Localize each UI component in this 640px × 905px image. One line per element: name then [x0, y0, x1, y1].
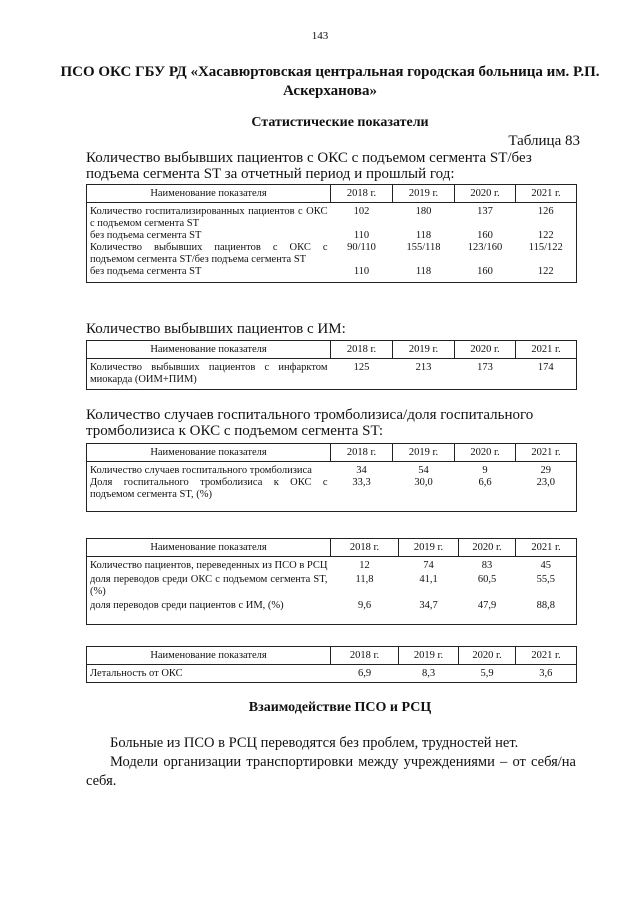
cell-2021: 126 — [516, 203, 577, 231]
document-title: ПСО ОКС ГБУ РД «Хасавюртовская центральная городская больница им. Р.П. Аскерханова» — [60, 64, 600, 99]
cell-2021: 45 — [516, 557, 577, 573]
header-2020: 2020 г. — [455, 341, 516, 359]
cell-2019: 118 — [415, 230, 432, 241]
cell-2020: 60,5 — [477, 574, 497, 585]
header-2019: 2019 г. — [399, 539, 459, 557]
caption-line: тромболизиса к ОКС с подъемом сегмента ST: — [86, 423, 384, 439]
header-2018: 2018 г. — [331, 341, 393, 359]
row-label: Количество госпитализированных пациентов с ОКС с подъемом сегмента ST — [87, 203, 331, 231]
cell-2021: 23,0 — [516, 477, 577, 512]
table-row — [87, 203, 577, 231]
table4 — [86, 538, 577, 625]
cell-2020: 160 — [455, 266, 516, 283]
cell-2020: 123/160 — [467, 242, 503, 253]
header-2018: 2018 г. — [331, 539, 399, 557]
caption-line: Количество выбывших пациентов с ИМ: — [86, 321, 346, 337]
table-row — [87, 477, 577, 512]
table3 — [86, 443, 577, 512]
table2 — [86, 340, 577, 390]
cell-2020: 6,6 — [455, 477, 516, 512]
cell-2018: 110 — [331, 266, 393, 283]
header-name: Наименование показателя — [87, 539, 331, 557]
header-name: Наименование показателя — [87, 647, 331, 665]
header-2018: 2018 г. — [331, 444, 393, 462]
table-row — [87, 266, 577, 283]
cell-2021: 174 — [516, 359, 577, 390]
cell-2021: 3,6 — [516, 665, 577, 683]
cell-2018: 110 — [353, 230, 370, 241]
table2-caption — [86, 321, 576, 337]
header-2020: 2020 г. — [455, 185, 516, 203]
cell-2018: 125 — [331, 359, 393, 390]
row-label: Летальность от ОКС — [87, 665, 331, 683]
caption-line: Количество случаев госпитального тромболизиса/доля госпитального — [86, 407, 534, 423]
cell-2020: 137 — [477, 206, 493, 217]
cell-2020: 160 — [477, 230, 493, 241]
table1-caption — [86, 150, 576, 182]
row-label: Доля госпитального тромболизиса к ОКС с подъемом сегмента ST, (%) — [87, 477, 331, 512]
row-label: Количество выбывших пациентов с инфарктом миокарда (ОИМ+ПИМ) — [87, 359, 331, 390]
table-row — [87, 242, 577, 266]
paragraph: Модели организации транспортировки между учреждениями – от себя/на себя. — [86, 754, 576, 789]
cell-2020: 173 — [455, 359, 516, 390]
caption-line: Количество выбывших пациентов с ОКС с подъемом сегмента ST/без — [86, 150, 532, 166]
header-2019: 2019 г. — [393, 341, 455, 359]
cell-2019: 41,1 — [419, 574, 438, 585]
table-row — [87, 598, 577, 625]
table-number: Таблица 83 — [508, 133, 580, 149]
table-row — [87, 665, 577, 683]
table-row — [87, 572, 577, 598]
header-2018: 2018 г. — [331, 185, 393, 203]
cell-2018: 6,9 — [331, 665, 399, 683]
cell-2018: 11,8 — [355, 574, 374, 585]
header-2021: 2021 г. — [516, 647, 577, 665]
interaction-title: Взаимодействие ПСО и РСЦ — [248, 700, 432, 715]
cell-2019: 54 — [418, 465, 429, 476]
header-name: Наименование показателя — [87, 185, 331, 203]
cell-2021: 122 — [516, 266, 577, 283]
cell-2021: 88,8 — [516, 598, 577, 625]
cell-2021: 55,5 — [516, 572, 577, 598]
cell-2019: 8,3 — [399, 665, 459, 683]
header-name: Наименование показателя — [87, 444, 331, 462]
cell-2021: 115/122 — [516, 242, 577, 266]
cell-2018: 12 — [359, 560, 370, 571]
body-text — [86, 734, 576, 791]
header-2020: 2020 г. — [459, 539, 516, 557]
row-label: доля переводов среди пациентов с ИМ, (%) — [87, 598, 331, 625]
header-2021: 2021 г. — [516, 341, 577, 359]
cell-2018: 90/110 — [347, 242, 376, 253]
row-label: Количество случаев госпитального тромболизиса — [87, 462, 331, 478]
cell-2020: 9 — [482, 465, 488, 476]
cell-2020: 83 — [481, 560, 493, 571]
cell-2019: 30,0 — [393, 477, 455, 512]
section-title: Статистические показатели — [251, 115, 429, 130]
page-number: 143 — [311, 30, 329, 42]
row-label: доля переводов среди ОКС с подъемом сегмента ST, (%) — [87, 572, 331, 598]
cell-2021: 29 — [516, 462, 577, 478]
cell-2018: 34 — [356, 465, 367, 476]
row-label: без подъема сегмента ST — [87, 266, 331, 283]
cell-2020: 47,9 — [459, 598, 516, 625]
table5 — [86, 646, 577, 683]
caption-line: подъема сегмента ST за отчетный период и прошлый год: — [86, 166, 455, 182]
table-row — [87, 359, 577, 390]
paragraph: Больные из ПСО в РСЦ переводятся без проблем, трудностей нет. — [110, 735, 519, 751]
cell-2020: 5,9 — [459, 665, 516, 683]
cell-2019: 118 — [393, 266, 455, 283]
table3-caption — [86, 407, 576, 439]
cell-2018: 33,3 — [331, 477, 393, 512]
table-row — [87, 230, 577, 242]
table-row — [87, 462, 577, 478]
header-2020: 2020 г. — [455, 444, 516, 462]
cell-2018: 9,6 — [331, 598, 399, 625]
header-2019: 2019 г. — [393, 185, 455, 203]
header-2018: 2018 г. — [331, 647, 399, 665]
table-row — [87, 557, 577, 573]
cell-2019: 213 — [393, 359, 455, 390]
cell-2019: 74 — [423, 560, 434, 571]
header-2019: 2019 г. — [393, 444, 455, 462]
cell-2019: 34,7 — [399, 598, 459, 625]
row-label: Количество пациентов, переведенных из ПСО в РСЦ — [87, 557, 331, 573]
header-2021: 2021 г. — [516, 185, 577, 203]
row-label: без подъема сегмента ST — [87, 230, 331, 242]
cell-2021: 122 — [516, 230, 577, 242]
header-2021: 2021 г. — [516, 539, 577, 557]
header-2019: 2019 г. — [399, 647, 459, 665]
header-name: Наименование показателя — [87, 341, 331, 359]
cell-2018: 102 — [353, 206, 370, 217]
header-2021: 2021 г. — [516, 444, 577, 462]
cell-2019: 155/118 — [406, 242, 441, 253]
row-label: Количество выбывших пациентов с ОКС с подъемом сегмента ST/без подъема сегмента ST — [87, 242, 331, 266]
header-2020: 2020 г. — [459, 647, 516, 665]
table1 — [86, 184, 577, 283]
cell-2019: 180 — [415, 206, 432, 217]
